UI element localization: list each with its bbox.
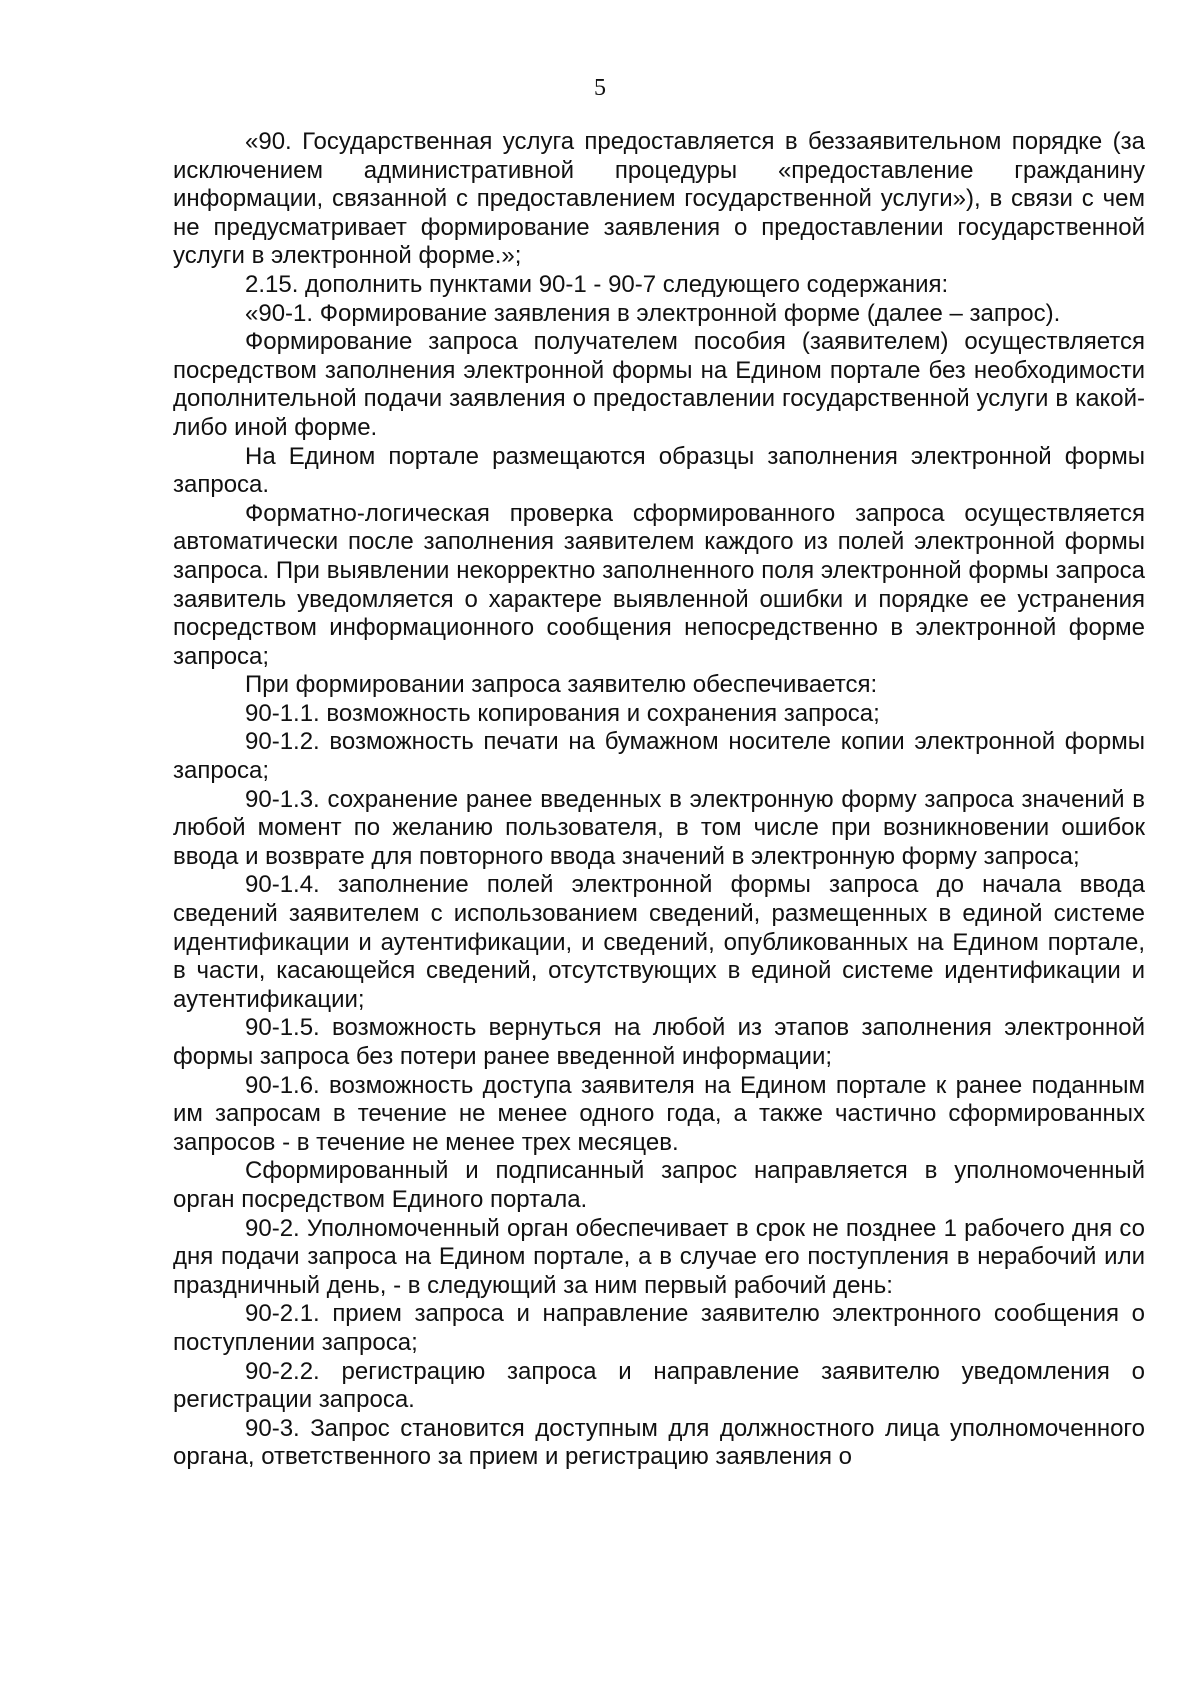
paragraph-provided: При формировании запроса заявителю обеспечивается: [245, 671, 878, 699]
paragraph-90-3: 90-3. Запрос становится доступным для должностного лица уполномоченного органа, ответственного за прием и регистрацию заявления о [173, 1414, 1145, 1471]
paragraph-90-1-6: 90-1.6. возможность доступа заявителя на Едином портале к ранее поданным им запросам в течение не менее одного года, а также частично сформированных запросов - в течение не менее трех месяцев. [173, 1071, 1145, 1156]
paragraph-90-2: 90-2. Уполномоченный орган обеспечивает в срок не позднее 1 рабочего дня со дня подачи запроса на Едином портале, а в случае его поступления в нерабочий или праздничный день, - в следующий за ним первый рабочий день: [173, 1214, 1145, 1299]
paragraph-90-2-2: 90-2.2. регистрацию запроса и направление заявителю уведомления о регистрации запроса. [173, 1357, 1145, 1414]
paragraph-90: «90. Государственная услуга предоставляется в беззаявительном порядке (за исключением административной процедуры «предоставление гражданину информации, связанной с предоставлением государственной услуги»), в связи с чем не предусматривает формирование заявления о предоставлении государственной услуги в электронной форме.»; [173, 128, 1145, 270]
paragraph-90-1-3: 90-1.3. сохранение ранее введенных в электронную форму запроса значений в любой момент по желанию пользователя, в том числе при возникновении ошибок ввода и возврате для повторного ввода значений в электронную форму запроса; [173, 785, 1145, 870]
paragraph-90-1-1: 90-1.1. возможность копирования и сохранения запроса; [245, 699, 880, 727]
page-number: 5 [594, 75, 606, 101]
paragraph-90-1-2: 90-1.2. возможность печати на бумажном носителе копии электронной формы запроса; [173, 728, 1145, 785]
paragraph-90-2-1: 90-2.1. прием запроса и направление заявителю электронного сообщения о поступлении запроса; [173, 1300, 1145, 1356]
paragraph-90-1-4: 90-1.4. заполнение полей электронной формы запроса до начала ввода сведений заявителем с использованием сведений, размещенных в единой системе идентификации и аутентификации, и сведений, опубликованных на Едином портале, в части, касающейся сведений, отсутствующих в единой системе идентификации и аутентификации; [173, 871, 1145, 1013]
document-body [173, 128, 1145, 1472]
paragraph-samples: На Едином портале размещаются образцы заполнения электронной формы запроса. [173, 442, 1145, 499]
paragraph-90-1-5: 90-1.5. возможность вернуться на любой из этапов заполнения электронной формы запроса без потери ранее введенной информации; [173, 1014, 1145, 1070]
paragraph-signed-request: Сформированный и подписанный запрос направляется в уполномоченный орган посредством Единого портала. [173, 1157, 1145, 1213]
paragraph-request-forming: Формирование запроса получателем пособия (заявителем) осуществляется посредством заполнения электронной формы на Едином портале без необходимости дополнительной подачи заявления о предоставлении государственной услуги в какой-либо иной форме. [173, 328, 1145, 441]
paragraph-90-1: «90-1. Формирование заявления в электронной форме (далее – запрос). [245, 299, 1061, 327]
paragraph-2-15: 2.15. дополнить пунктами 90-1 - 90-7 следующего содержания: [245, 270, 949, 298]
paragraph-format-check: Форматно-логическая проверка сформированного запроса осуществляется автоматически после заполнения заявителем каждого из полей электронной формы запроса. При выявлении некорректно заполненного поля электронной формы запроса заявитель уведомляется о характере выявленной ошибки и порядке ее устранения посредством информационного сообщения непосредственно в электронной форме запроса; [173, 499, 1145, 670]
